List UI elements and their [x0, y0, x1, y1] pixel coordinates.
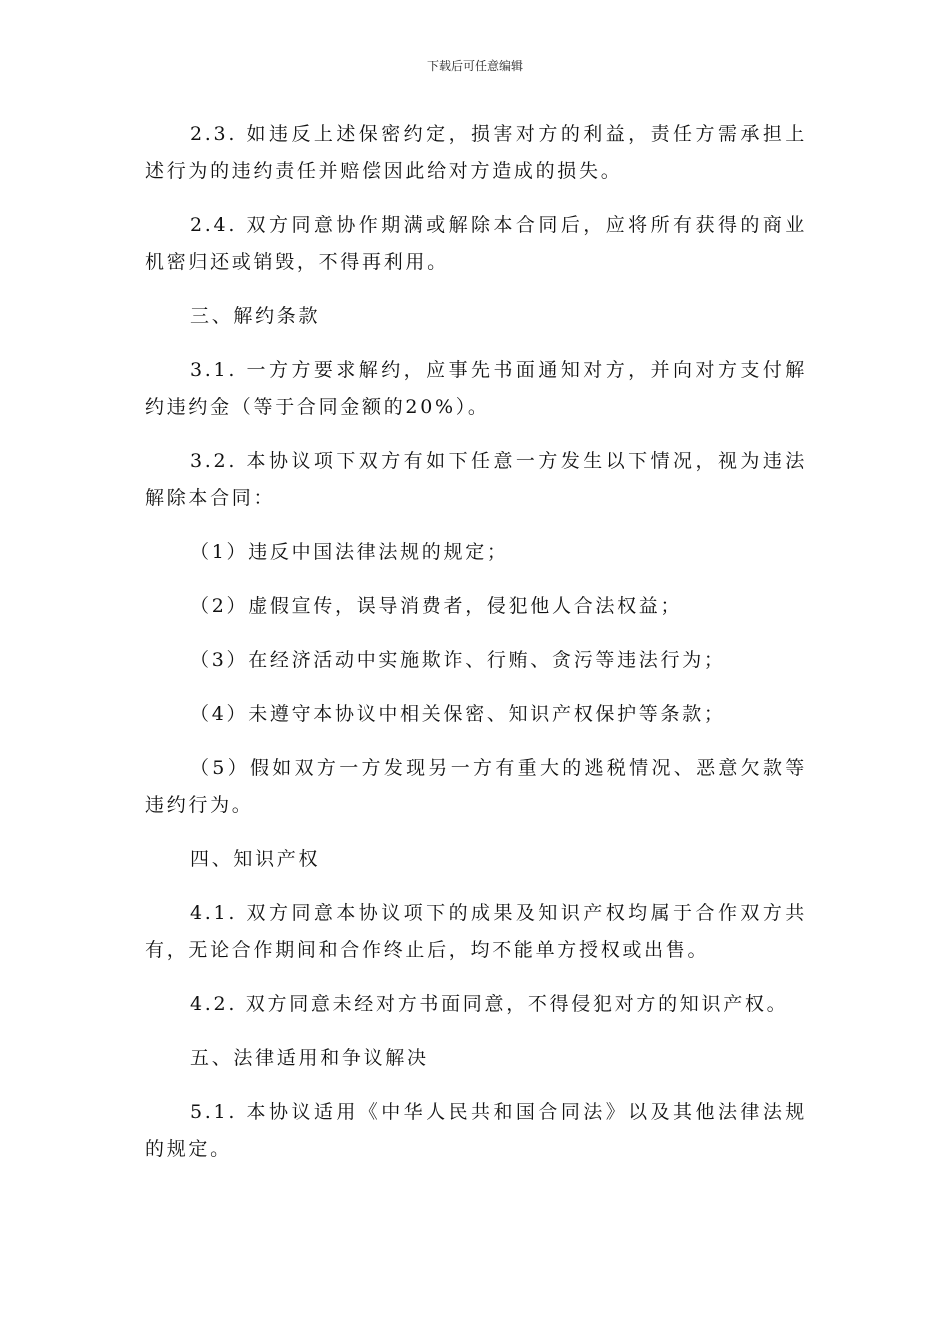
clause-2-4: 2.4. 双方同意协作期满或解除本合同后，应将所有获得的商业机密归还或销毁，不得再利用。	[145, 214, 807, 273]
clause-5-1: 5.1. 本协议适用《中华人民共和国合同法》以及其他法律法规的规定。	[145, 1101, 807, 1160]
clause-4-1: 4.1. 双方同意本协议项下的成果及知识产权均属于合作双方共有，无论合作期间和合作终止后，均不能单方授权或出售。	[145, 902, 807, 961]
clause-3-1: 3.1. 一方方要求解约，应事先书面通知对方，并向对方支付解约违约金（等于合同金额的20%）。	[145, 359, 807, 418]
section-heading-5: 五、法律适用和争议解决	[190, 1047, 429, 1069]
list-item-1: （1）违反中国法律法规的规定；	[190, 541, 509, 563]
list-item-2: （2）虚假宣传，误导消费者，侵犯他人合法权益；	[190, 595, 683, 617]
page-header: 下载后可任意编辑	[426, 59, 523, 73]
document-body	[145, 116, 807, 1185]
section-heading-4: 四、知识产权	[190, 848, 321, 870]
list-item-5: （5）假如双方一方发现另一方有重大的逃税情况、恶意欠款等违约行为。	[145, 757, 807, 816]
section-heading-3: 三、解约条款	[190, 305, 321, 327]
clause-2-3: 2.3. 如违反上述保密约定，损害对方的利益，责任方需承担上述行为的违约责任并赔偿因此给对方造成的损失。	[145, 123, 807, 182]
list-item-4: （4）未遵守本协议中相关保密、知识产权保护等条款；	[190, 703, 726, 725]
clause-4-2: 4.2. 双方同意未经对方书面同意，不得侵犯对方的知识产权。	[190, 993, 789, 1015]
clause-3-2: 3.2. 本协议项下双方有如下任意一方发生以下情况，视为违法解除本合同：	[145, 450, 807, 509]
list-item-3: （3）在经济活动中实施欺诈、行贿、贪污等违法行为；	[190, 649, 726, 671]
